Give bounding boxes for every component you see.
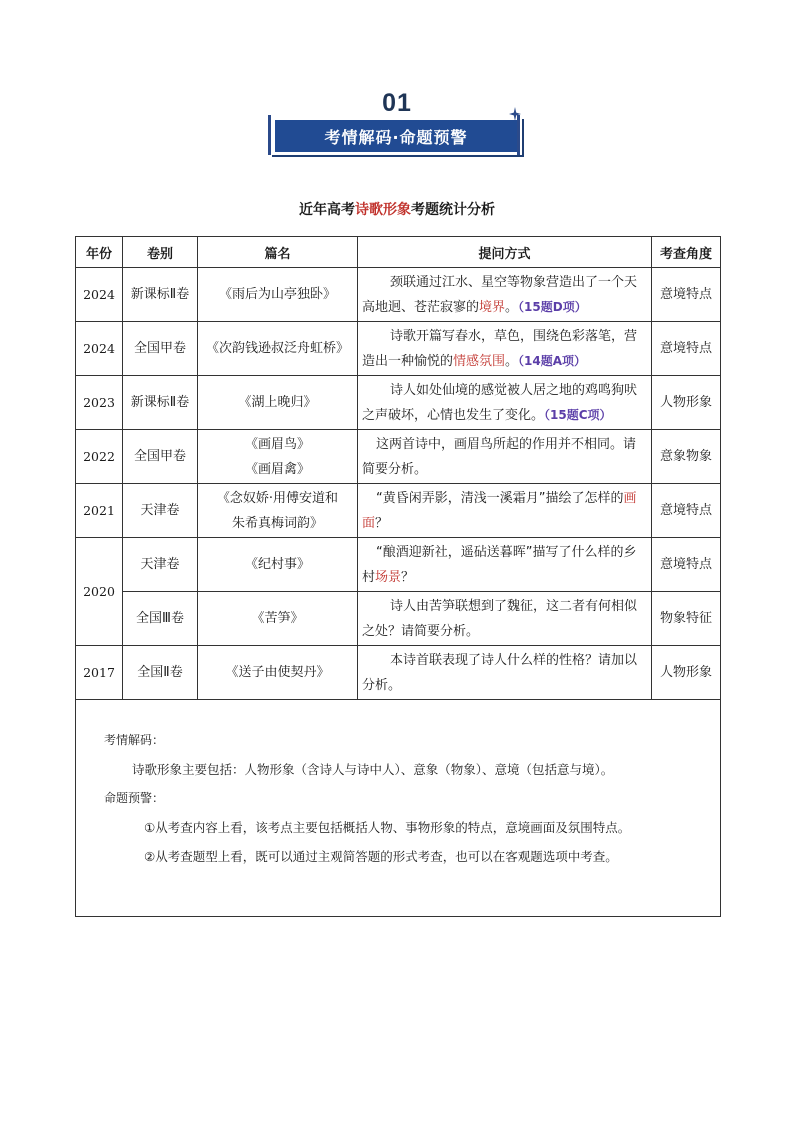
question-text: “黄昏闲弄影，清浅一溪霜月”描绘了怎样的 bbox=[376, 490, 624, 506]
paper-cell: 天津卷 bbox=[123, 484, 198, 538]
title-cell: 《次韵钱逊叔泛舟虹桥》 bbox=[198, 322, 358, 376]
question-text: 颈联通过江水、星空等物象营造出了一个天高地迥、苍茫寂寥的 bbox=[362, 274, 638, 315]
paper-cell: 全国甲卷 bbox=[123, 322, 198, 376]
paper-cell: 天津卷 bbox=[123, 538, 198, 592]
title-cell: 《纪村事》 bbox=[198, 538, 358, 592]
angle-cell: 物象特征 bbox=[652, 592, 721, 646]
question-end: ？ bbox=[401, 569, 415, 585]
notes-row bbox=[76, 700, 721, 917]
paper-cell: 全国Ⅲ卷 bbox=[123, 592, 198, 646]
banner-title: 考情解码·命题预警 bbox=[275, 120, 517, 152]
question-text: 诗人由苦笋联想到了魏征，这二者有何相似之处？请简要分析。 bbox=[362, 598, 638, 639]
question-reference: （15题D项） bbox=[518, 299, 587, 314]
question-cell bbox=[358, 592, 652, 646]
section-banner bbox=[268, 112, 526, 160]
title-cell bbox=[198, 484, 358, 538]
column-header-year: 年份 bbox=[76, 237, 123, 268]
table-row bbox=[76, 268, 721, 322]
table-row bbox=[76, 484, 721, 538]
table-row bbox=[76, 538, 721, 592]
poem-title-2: 朱希真梅词韵》 bbox=[231, 515, 323, 531]
question-text: 这两首诗中，画眉鸟所起的作用并不相同。请简要分析。 bbox=[362, 436, 637, 477]
angle-cell: 意象物象 bbox=[652, 430, 721, 484]
table-title-highlight: 诗歌形象 bbox=[355, 202, 411, 218]
warning-heading: 命题预警： bbox=[104, 791, 165, 805]
question-end: 。 bbox=[505, 353, 519, 369]
table-header-row bbox=[76, 237, 721, 268]
poem-title-1: 《画眉鸟》 bbox=[244, 436, 310, 452]
question-text: 诗人如处仙境的感觉被人居之地的鸡鸣狗吠之声破坏，心情也发生了变化。 bbox=[362, 382, 638, 423]
paper-cell: 新课标Ⅱ卷 bbox=[123, 376, 198, 430]
question-cell bbox=[358, 646, 652, 700]
angle-cell: 意境特点 bbox=[652, 268, 721, 322]
table-title bbox=[0, 199, 794, 219]
year-cell: 2022 bbox=[76, 430, 123, 484]
question-keyword: 境界 bbox=[479, 299, 506, 315]
exam-statistics-table bbox=[75, 236, 721, 917]
paper-cell: 全国Ⅱ卷 bbox=[123, 646, 198, 700]
year-cell: 2021 bbox=[76, 484, 123, 538]
title-cell: 《送子由使契丹》 bbox=[198, 646, 358, 700]
angle-cell: 人物形象 bbox=[652, 646, 721, 700]
question-text: “酿酒迎新社，遥砧送暮晖”描写了什么样的乡村 bbox=[362, 544, 637, 585]
year-cell: 2017 bbox=[76, 646, 123, 700]
question-cell bbox=[358, 484, 652, 538]
question-keyword: 情感氛围 bbox=[453, 353, 506, 369]
table-row bbox=[76, 322, 721, 376]
year-cell: 2024 bbox=[76, 268, 123, 322]
table-row bbox=[76, 430, 721, 484]
question-text: 诗歌开篇写春水，草色，围绕色彩落笔，营造出一种愉悦的 bbox=[362, 328, 638, 369]
poem-title-1: 《念奴娇·用傅安道和 bbox=[216, 490, 339, 506]
section-number: 01 bbox=[382, 89, 412, 117]
decode-body: 诗歌形象主要包括：人物形象（含诗人与诗中人）、意象（物象）、意境（包括意与境）。 bbox=[132, 762, 614, 777]
question-keyword: 画面 bbox=[362, 490, 637, 531]
question-end: 。 bbox=[505, 299, 519, 315]
year-cell: 2023 bbox=[76, 376, 123, 430]
question-end: ？ bbox=[375, 515, 389, 531]
angle-cell: 意境特点 bbox=[652, 484, 721, 538]
year-cell: 2024 bbox=[76, 322, 123, 376]
title-cell bbox=[198, 430, 358, 484]
table-row bbox=[76, 646, 721, 700]
poem-title-2: 《画眉禽》 bbox=[244, 461, 310, 477]
table-title-prefix: 近年高考 bbox=[299, 202, 355, 218]
question-keyword: 场景 bbox=[375, 569, 402, 585]
table-row bbox=[76, 376, 721, 430]
question-cell bbox=[358, 322, 652, 376]
warning-item-2: ②从考查题型上看，既可以通过主观简答题的形式考查，也可以在客观题选项中考查。 bbox=[144, 849, 618, 864]
column-header-paper: 卷别 bbox=[123, 237, 198, 268]
title-cell: 《雨后为山亭独卧》 bbox=[198, 268, 358, 322]
title-cell: 《湖上晚归》 bbox=[198, 376, 358, 430]
year-cell: 2020 bbox=[76, 538, 123, 646]
question-cell bbox=[358, 538, 652, 592]
question-cell bbox=[358, 268, 652, 322]
column-header-angle: 考查角度 bbox=[652, 237, 721, 268]
decode-heading: 考情解码： bbox=[104, 733, 165, 747]
angle-cell: 人物形象 bbox=[652, 376, 721, 430]
table-title-suffix: 考题统计分析 bbox=[411, 202, 495, 218]
question-text: 本诗首联表现了诗人什么样的性格？请加以分析。 bbox=[362, 652, 638, 693]
question-reference: （15题C项） bbox=[544, 407, 612, 422]
question-cell bbox=[358, 430, 652, 484]
column-header-question: 提问方式 bbox=[358, 237, 652, 268]
angle-cell: 意境特点 bbox=[652, 322, 721, 376]
title-cell: 《苦笋》 bbox=[198, 592, 358, 646]
sparkle-icon bbox=[509, 107, 521, 121]
table-row bbox=[76, 592, 721, 646]
paper-cell: 全国甲卷 bbox=[123, 430, 198, 484]
question-reference: （14题A项） bbox=[518, 353, 587, 368]
notes-cell bbox=[76, 700, 721, 917]
question-cell bbox=[358, 376, 652, 430]
paper-cell: 新课标Ⅱ卷 bbox=[123, 268, 198, 322]
column-header-title: 篇名 bbox=[198, 237, 358, 268]
warning-item-1: ①从考查内容上看，该考点主要包括概括人物、事物形象的特点，意境画面及氛围特点。 bbox=[144, 820, 631, 835]
angle-cell: 意境特点 bbox=[652, 538, 721, 592]
